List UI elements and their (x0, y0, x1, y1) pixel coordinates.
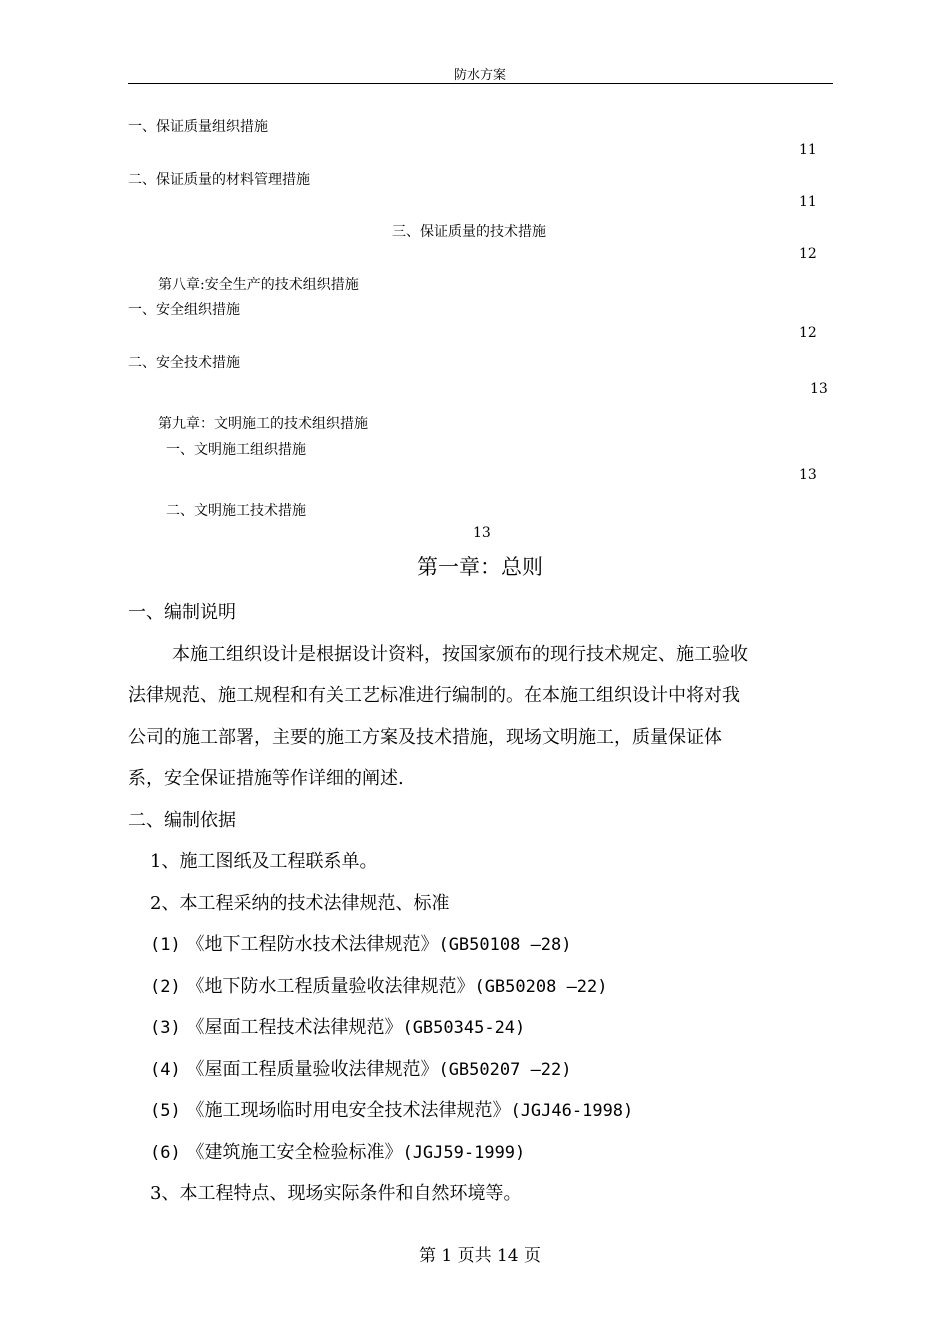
paragraph-line: 本施工组织设计是根据设计资料，按国家颁布的现行技术规定、施工验收 (172, 644, 748, 665)
standard-code: (JGJ46-1998) (510, 1101, 634, 1121)
toc-chapter-heading: 第八章:安全生产的技术组织措施 (158, 277, 359, 293)
standard-number: (6) (150, 1143, 181, 1163)
standard-code: (GB50345-24) (402, 1018, 526, 1038)
toc-entry-label: 一、文明施工组织措施 (166, 442, 306, 458)
toc-entry-page: 12 (799, 246, 817, 262)
toc-entry-page: 13 (810, 381, 828, 397)
standard-name: 《施工现场临时用电安全技术法律规范》 (186, 1100, 511, 1121)
section-heading: 二、编制依据 (128, 810, 236, 831)
standard-code: (GB50108 —28) (438, 935, 572, 955)
page-footer: 第 1 页共 14 页 (418, 1246, 542, 1266)
standard-item (150, 978, 608, 996)
toc-entry-label: 一、保证质量组织措施 (128, 119, 268, 135)
section-heading: 一、编制说明 (128, 602, 236, 623)
toc-chapter-heading: 第九章：文明施工的技术组织措施 (158, 416, 368, 432)
toc-entry-page: 12 (799, 325, 817, 341)
standard-item (150, 1019, 525, 1037)
toc-entry-page: 13 (799, 467, 817, 483)
toc-entry-label: 二、保证质量的材料管理措施 (128, 172, 310, 188)
header-rule (128, 83, 833, 84)
paragraph-line: 法律规范、施工规程和有关工艺标准进行编制的。在本施工组织设计中将对我 (128, 685, 740, 706)
list-item: 2、本工程采纳的技术法律规范、标准 (150, 893, 450, 914)
standard-name: 《地下防水工程质量验收法律规范》 (186, 976, 475, 997)
chapter-title: 第一章：总则 (417, 555, 543, 579)
standard-code: (JGJ59-1999) (402, 1143, 526, 1163)
toc-entry-label: 二、安全技术措施 (128, 355, 240, 371)
standard-name: 《屋面工程技术法律规范》 (186, 1017, 403, 1038)
toc-entry-label: 一、安全组织措施 (128, 302, 240, 318)
standard-item (150, 1144, 525, 1162)
page-header-title: 防水方案 (453, 68, 506, 83)
standard-item (150, 1102, 633, 1120)
standard-name: 《建筑施工安全检验标准》 (186, 1142, 403, 1163)
standard-item (150, 1061, 572, 1079)
standard-number: (2) (150, 977, 181, 997)
toc-entry-page: 13 (473, 525, 491, 541)
standard-number: (5) (150, 1101, 181, 1121)
standard-name: 《屋面工程质量验收法律规范》 (186, 1059, 439, 1080)
standard-item (150, 936, 572, 954)
standard-code: (GB50207 —22) (438, 1060, 572, 1080)
standard-number: (1) (150, 935, 181, 955)
toc-entry-label: 三、保证质量的技术措施 (392, 224, 546, 240)
paragraph-line: 公司的施工部署，主要的施工方案及技术措施，现场文明施工，质量保证体 (128, 727, 722, 748)
list-item: 1、施工图纸及工程联系单。 (150, 851, 378, 872)
standard-number: (3) (150, 1018, 181, 1038)
paragraph-line: 系，安全保证措施等作详细的阐述. (128, 768, 404, 789)
toc-entry-page: 11 (799, 142, 817, 158)
toc-entry-label: 二、文明施工技术措施 (166, 503, 306, 519)
toc-entry-page: 11 (799, 194, 817, 210)
standard-code: (GB50208 —22) (474, 977, 608, 997)
standard-number: (4) (150, 1060, 181, 1080)
list-item: 3、本工程特点、现场实际条件和自然环境等。 (150, 1183, 522, 1204)
standard-name: 《地下工程防水技术法律规范》 (186, 934, 439, 955)
